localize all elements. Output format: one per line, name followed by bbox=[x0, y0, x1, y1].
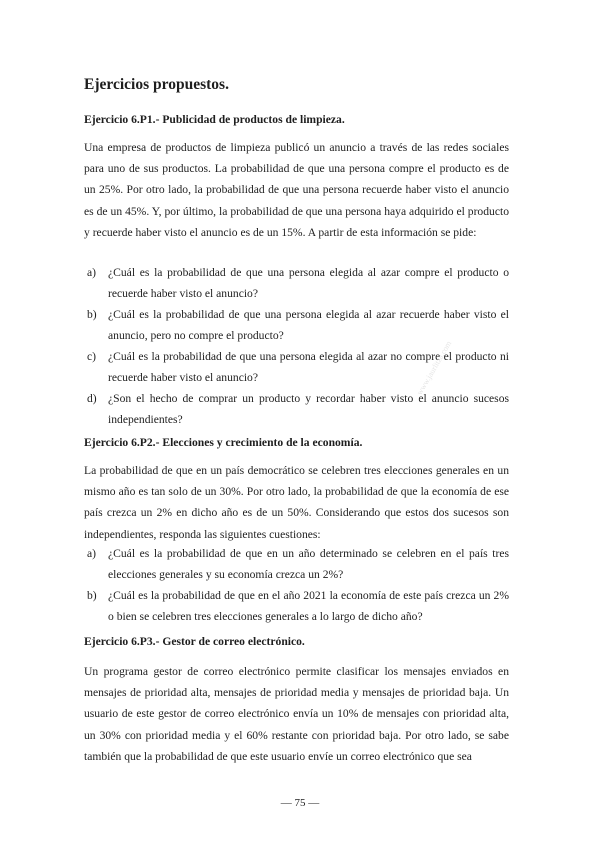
watermark: www.jaurlitza.com bbox=[415, 339, 454, 397]
exercise-1-intro: Una empresa de productos de limpieza publicó un anuncio a través de las redes sociales para uno de sus productos. La probabilidad de que una persona compre el producto es de un 25%. Por otro lado, la probabilidad de que una persona recuerde haber visto el anuncio es de un 45%. Y, por último, la probabilidad de que una persona haya adquirido el producto y recuerde haber visto el anuncio es de un 15%. A partir de esta información se pide: bbox=[84, 141, 509, 239]
page-number: — 75 — bbox=[280, 797, 320, 809]
section-heading: Ejercicios propuestos. bbox=[84, 76, 229, 93]
item-label: a) bbox=[87, 266, 97, 279]
exercise-2-intro: La probabilidad de que en un país democrático se celebren tres elecciones generales en un mismo año es tan solo de un 30%. Por otro lado, la probabilidad de que la economía de ese país crezca un 2% en dicho año es de un 50%. Considerando que estos dos sucesos son independientes, responda las siguientes cuestiones: bbox=[84, 464, 509, 541]
item-text: ¿Son el hecho de comprar un producto y recordar haber visto el anuncio sucesos independientes? bbox=[108, 392, 509, 427]
exercise-3-intro: Un programa gestor de correo electrónico permite clasificar los mensajes enviados en mensajes de prioridad alta, mensajes de prioridad media y mensajes de prioridad baja. Un usuario de este gestor de correo electrónico envía un 10% de mensajes con prioridad alta, un 30% con prioridad media y el 60% restante con prioridad baja. Por otro lado, se sabe también que la probabilidad de que este usuario envíe un correo electrónico que sea bbox=[84, 665, 509, 763]
item-text: ¿Cuál es la probabilidad de que una persona elegida al azar recuerde haber visto el anuncio, pero no compre el producto? bbox=[108, 308, 509, 343]
item-label: b) bbox=[87, 589, 97, 602]
exercise-2-title: Ejercicio 6.P2.- Elecciones y crecimiento de la economía. bbox=[84, 436, 363, 449]
exercise-3-title: Ejercicio 6.P3.- Gestor de correo electrónico. bbox=[84, 635, 305, 648]
item-text: ¿Cuál es la probabilidad de que una persona elegida al azar compre el producto o recuerde haber visto el anuncio? bbox=[108, 266, 509, 301]
exercise-1-title: Ejercicio 6.P1.- Publicidad de productos de limpieza. bbox=[84, 113, 345, 126]
item-label: a) bbox=[87, 547, 97, 560]
item-label: c) bbox=[87, 350, 97, 363]
item-label: b) bbox=[87, 308, 97, 321]
item-label: d) bbox=[87, 392, 97, 405]
item-text: ¿Cuál es la probabilidad de que una persona elegida al azar no compre el producto ni recuerde haber visto el anuncio? bbox=[108, 350, 509, 385]
item-text: ¿Cuál es la probabilidad de que en un año determinado se celebren en el país tres elecciones generales y su economía crezca un 2%? bbox=[108, 547, 509, 582]
item-text: ¿Cuál es la probabilidad de que en el año 2021 la economía de este país crezca un 2% o bien se celebren tres elecciones generales a lo largo de dicho año? bbox=[108, 589, 509, 624]
